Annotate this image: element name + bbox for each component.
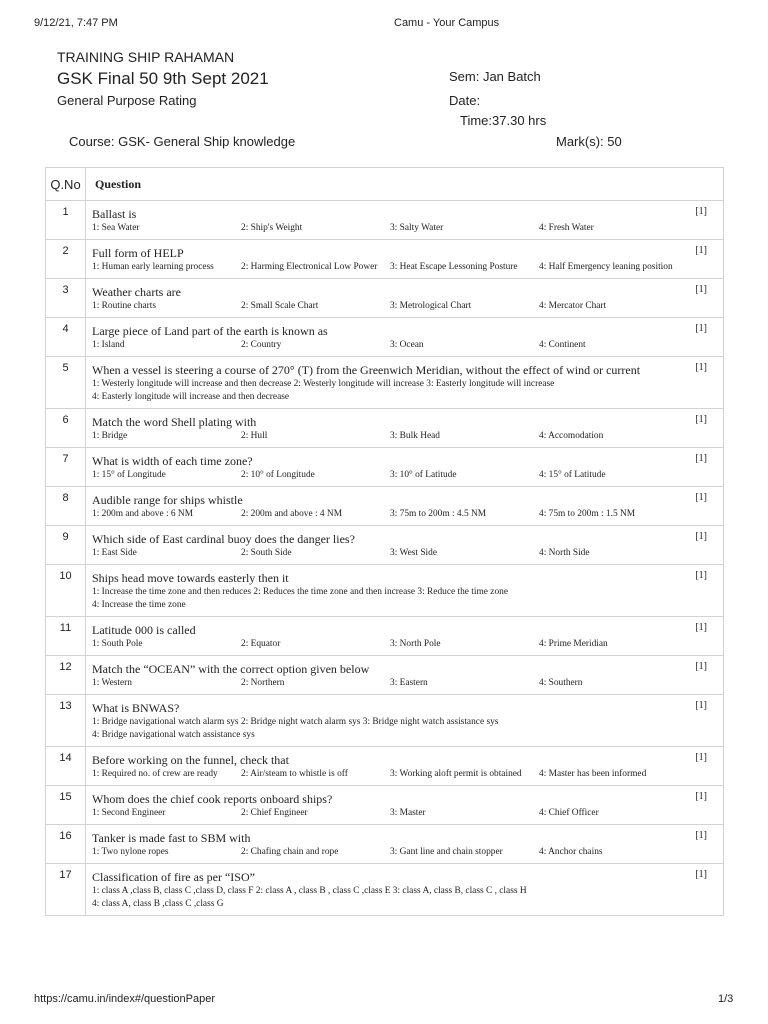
question-line: [92, 245, 717, 261]
question-line: [92, 453, 717, 469]
answer-option: 3: Bulk Head: [390, 431, 440, 441]
answer-options: [92, 716, 717, 742]
answer-options: [92, 430, 717, 443]
question-text: Large piece of Land part of the earth is known as: [92, 324, 328, 338]
question-row: [46, 448, 724, 487]
question-mark: [1]: [695, 453, 707, 464]
question-text: When a vessel is steering a course of 270° (T) from the Greenwich Meridian, without the effect of wind or current: [92, 363, 641, 377]
question-mark: [1]: [695, 661, 707, 672]
answer-option: 4: 75m to 200m : 1.5 NM: [539, 509, 636, 519]
answer-option: 1: 200m and above : 6 NM: [92, 509, 194, 519]
question-number: 3: [46, 279, 86, 318]
question-line: [92, 570, 717, 586]
question-text: Tanker is made fast to SBM with: [92, 831, 251, 845]
question-line: [92, 622, 717, 638]
question-line: [92, 414, 717, 430]
answer-options: [92, 885, 717, 911]
question-text: Whom does the chief cook reports onboard ships?: [92, 792, 333, 806]
answer-option: 2: Hull: [241, 431, 268, 441]
answer-option: 2: Chafing chain and rope: [241, 847, 339, 857]
answer-option: 4: Easterly longitude will increase and then decrease: [92, 392, 290, 402]
answer-option: 1: Two nylone ropes: [92, 847, 169, 857]
exam-title: GSK Final 50 9th Sept 2021: [57, 69, 269, 88]
question-number: 9: [46, 526, 86, 565]
question-line: [92, 791, 717, 807]
question-text: Match the word Shell plating with: [92, 415, 257, 429]
question-line: [92, 531, 717, 547]
answer-option: 4: 15° of Latitude: [539, 470, 606, 480]
question-line: [92, 700, 717, 716]
answer-option: 1: East Side: [92, 548, 137, 558]
question-mark: [1]: [695, 492, 707, 503]
answer-options: [92, 300, 717, 313]
answer-options: [92, 261, 717, 274]
question-number: 5: [46, 357, 86, 409]
question-line: [92, 869, 717, 885]
answer-option: 4: Chief Officer: [539, 808, 599, 818]
question-text: Ships head move towards easterly then it: [92, 571, 289, 585]
time-label: Time:37.30 hrs: [460, 113, 547, 128]
answer-option: 4: Bridge navigational watch assistance sys: [92, 730, 255, 740]
question-line: [92, 752, 717, 768]
question-number: 14: [46, 747, 86, 786]
answer-option: 3: Eastern: [390, 678, 428, 688]
question-mark: [1]: [695, 570, 707, 581]
question-line: [92, 362, 717, 378]
answer-option: 2: class A , class B , class C ,class E: [255, 886, 391, 896]
answer-option: 1: Bridge navigational watch alarm sys: [92, 717, 239, 727]
question-number: 12: [46, 656, 86, 695]
answer-option: 2: Ship's Weight: [241, 223, 303, 233]
question-text: Which side of East cardinal buoy does the danger lies?: [92, 532, 355, 546]
question-text: Full form of HELP: [92, 246, 184, 260]
question-line: [92, 323, 717, 339]
question-cell: [86, 240, 724, 279]
answer-option: 2: Small Scale Chart: [241, 301, 319, 311]
print-page-number: 1/3: [718, 993, 734, 1005]
question-cell: [86, 747, 724, 786]
question-text: What is BNWAS?: [92, 701, 180, 715]
answer-option: 3: Heat Escape Lessoning Posture: [390, 262, 518, 272]
answer-option: 2: Equator: [241, 639, 281, 649]
answer-option: 2: Bridge night watch alarm sys: [240, 717, 361, 727]
question-number: 6: [46, 409, 86, 448]
print-datetime: 9/12/21, 7:47 PM: [34, 17, 118, 29]
answer-option: 4: Southern: [539, 678, 583, 688]
answer-option: 1: Sea Water: [92, 223, 140, 233]
answer-option: 1: 15° of Longitude: [92, 470, 166, 480]
question-mark: [1]: [695, 869, 707, 880]
question-row: [46, 357, 724, 409]
question-line: [92, 661, 717, 677]
answer-option: 4: Prime Meridian: [539, 639, 608, 649]
question-mark: [1]: [695, 752, 707, 763]
question-mark: [1]: [695, 362, 707, 373]
answer-option: 1: Increase the time zone and then reduces: [92, 587, 252, 597]
question-row: [46, 201, 724, 240]
semester-label: Sem: Jan Batch: [449, 69, 541, 84]
question-mark: [1]: [695, 830, 707, 841]
answer-options: [92, 638, 717, 651]
answer-option: 4: Accomodation: [539, 431, 604, 441]
date-label: Date:: [449, 93, 481, 108]
answer-option: 1: Routine charts: [92, 301, 157, 311]
question-table-body: [46, 201, 724, 916]
qno-column-header: Q.No: [46, 168, 86, 201]
question-line: [92, 284, 717, 300]
answer-options: [92, 508, 717, 521]
question-number: 2: [46, 240, 86, 279]
question-number: 1: [46, 201, 86, 240]
answer-option: 2: 10° of Longitude: [241, 470, 315, 480]
answer-options: [92, 339, 717, 352]
question-cell: [86, 695, 724, 747]
question-row: [46, 786, 724, 825]
institution-name: TRAINING SHIP RAHAMAN: [57, 49, 235, 65]
question-text: Match the “OCEAN” with the correct option given below: [92, 662, 370, 676]
answer-options: [92, 547, 717, 560]
answer-option: 2: 200m and above : 4 NM: [241, 509, 343, 519]
program-name: General Purpose Rating: [57, 93, 197, 108]
table-header-row: [46, 168, 724, 201]
question-cell: [86, 487, 724, 526]
question-row: [46, 864, 724, 916]
answer-option: 1: Human early learning process: [92, 262, 214, 272]
question-number: 7: [46, 448, 86, 487]
question-cell: [86, 526, 724, 565]
answer-option: 1: Required no. of crew are ready: [92, 769, 218, 779]
answer-option: 3: 75m to 200m : 4.5 NM: [390, 509, 487, 519]
question-text: What is width of each time zone?: [92, 454, 253, 468]
question-cell: [86, 864, 724, 916]
course-label: Course: GSK- General Ship knowledge: [69, 134, 296, 149]
question-text: Before working on the funnel, check that: [92, 753, 289, 767]
question-text: Ballast is: [92, 207, 137, 221]
question-mark: [1]: [695, 206, 707, 217]
answer-option: 4: Fresh Water: [539, 223, 594, 233]
question-cell: [86, 409, 724, 448]
answer-option: 3: Reduce the time zone: [417, 587, 508, 597]
question-number: 16: [46, 825, 86, 864]
answer-option: 3: Bridge night watch assistance sys: [362, 717, 499, 727]
answer-option: 1: class A ,class B, class C ,class D, class F: [92, 886, 254, 896]
question-mark: [1]: [695, 414, 707, 425]
answer-option: 3: Metrological Chart: [390, 301, 472, 311]
answer-option: 1: Western: [92, 678, 132, 688]
question-cell: [86, 565, 724, 617]
question-number: 13: [46, 695, 86, 747]
answer-option: 1: South Pole: [92, 639, 143, 649]
answer-option: 1: Bridge: [92, 431, 128, 441]
question-mark: [1]: [695, 245, 707, 256]
question-text: Audible range for ships whistle: [92, 493, 243, 507]
answer-options: [92, 807, 717, 820]
answer-option: 4: Continent: [539, 340, 586, 350]
question-row: [46, 825, 724, 864]
answer-option: 4: Increase the time zone: [92, 600, 186, 610]
answer-option: 2: Northern: [241, 678, 285, 688]
question-row: [46, 695, 724, 747]
question-cell: [86, 825, 724, 864]
question-number: 4: [46, 318, 86, 357]
answer-option: 3: Master: [390, 808, 426, 818]
answer-option: 4: Master has been informed: [539, 769, 647, 779]
answer-option: 3: North Pole: [390, 639, 441, 649]
question-cell: [86, 201, 724, 240]
answer-option: 3: West Side: [390, 548, 437, 558]
question-cell: [86, 786, 724, 825]
answer-option: 2: Westerly longitude will increase: [293, 379, 424, 389]
question-row: [46, 617, 724, 656]
question-mark: [1]: [695, 323, 707, 334]
question-text: Weather charts are: [92, 285, 181, 299]
question-mark: [1]: [695, 791, 707, 802]
question-row: [46, 656, 724, 695]
answer-option: 3: Working aloft permit is obtained: [390, 769, 522, 779]
answer-option: 1: Second Engineer: [92, 808, 166, 818]
question-number: 8: [46, 487, 86, 526]
question-number: 10: [46, 565, 86, 617]
question-column-header: Question: [86, 168, 724, 201]
question-mark: [1]: [695, 622, 707, 633]
answer-options: [92, 846, 717, 859]
print-title: Camu - Your Campus: [394, 17, 500, 29]
question-row: [46, 318, 724, 357]
answer-option: 3: 10° of Latitude: [390, 470, 457, 480]
answer-option: 4: Anchor chains: [539, 847, 603, 857]
question-row: [46, 409, 724, 448]
question-number: 15: [46, 786, 86, 825]
answer-option: 2: Air/steam to whistle is off: [241, 769, 348, 779]
answer-option: 2: Chief Engineer: [241, 808, 308, 818]
question-table: [45, 167, 724, 916]
question-line: [92, 492, 717, 508]
question-number: 11: [46, 617, 86, 656]
answer-options: [92, 222, 717, 235]
question-text: Latitude 000 is called: [92, 623, 196, 637]
question-mark: [1]: [695, 531, 707, 542]
print-url: https://camu.in/index#/questionPaper: [34, 993, 216, 1005]
question-row: [46, 279, 724, 318]
question-row: [46, 526, 724, 565]
question-cell: [86, 318, 724, 357]
answer-options: [92, 586, 717, 612]
answer-option: 2: South Side: [241, 548, 292, 558]
question-row: [46, 487, 724, 526]
answer-options: [92, 677, 717, 690]
answer-option: 2: Harming Electronical Low Power: [241, 262, 378, 272]
answer-option: 1: Westerly longitude will increase and then decrease: [92, 379, 292, 389]
answer-option: 2: Reduces the time zone and then increase: [253, 587, 416, 597]
question-cell: [86, 357, 724, 409]
question-cell: [86, 617, 724, 656]
answer-option: 4: class A, class B ,class C ,class G: [92, 899, 224, 909]
question-cell: [86, 448, 724, 487]
answer-option: 3: Ocean: [390, 340, 424, 350]
answer-option: 1: Island: [92, 340, 125, 350]
answer-option: 4: Mercator Chart: [539, 301, 607, 311]
question-mark: [1]: [695, 700, 707, 711]
question-line: [92, 206, 717, 222]
question-cell: [86, 279, 724, 318]
answer-options: [92, 469, 717, 482]
marks-label: Mark(s): 50: [556, 134, 622, 149]
answer-options: [92, 768, 717, 781]
answer-option: 3: Gant line and chain stopper: [390, 847, 503, 857]
answer-option: 3: class A, class B, class C , class H: [392, 886, 527, 896]
answer-option: 3: Easterly longitude will increase: [426, 379, 555, 389]
question-mark: [1]: [695, 284, 707, 295]
answer-option: 4: North Side: [539, 548, 590, 558]
question-cell: [86, 656, 724, 695]
question-row: [46, 747, 724, 786]
answer-option: 3: Salty Water: [390, 223, 444, 233]
question-text: Classification of fire as per “ISO”: [92, 870, 255, 884]
answer-options: [92, 378, 717, 404]
question-number: 17: [46, 864, 86, 916]
question-row: [46, 565, 724, 617]
question-row: [46, 240, 724, 279]
answer-option: 2: Country: [241, 340, 282, 350]
question-line: [92, 830, 717, 846]
answer-option: 4: Half Emergency leaning position: [539, 262, 673, 272]
